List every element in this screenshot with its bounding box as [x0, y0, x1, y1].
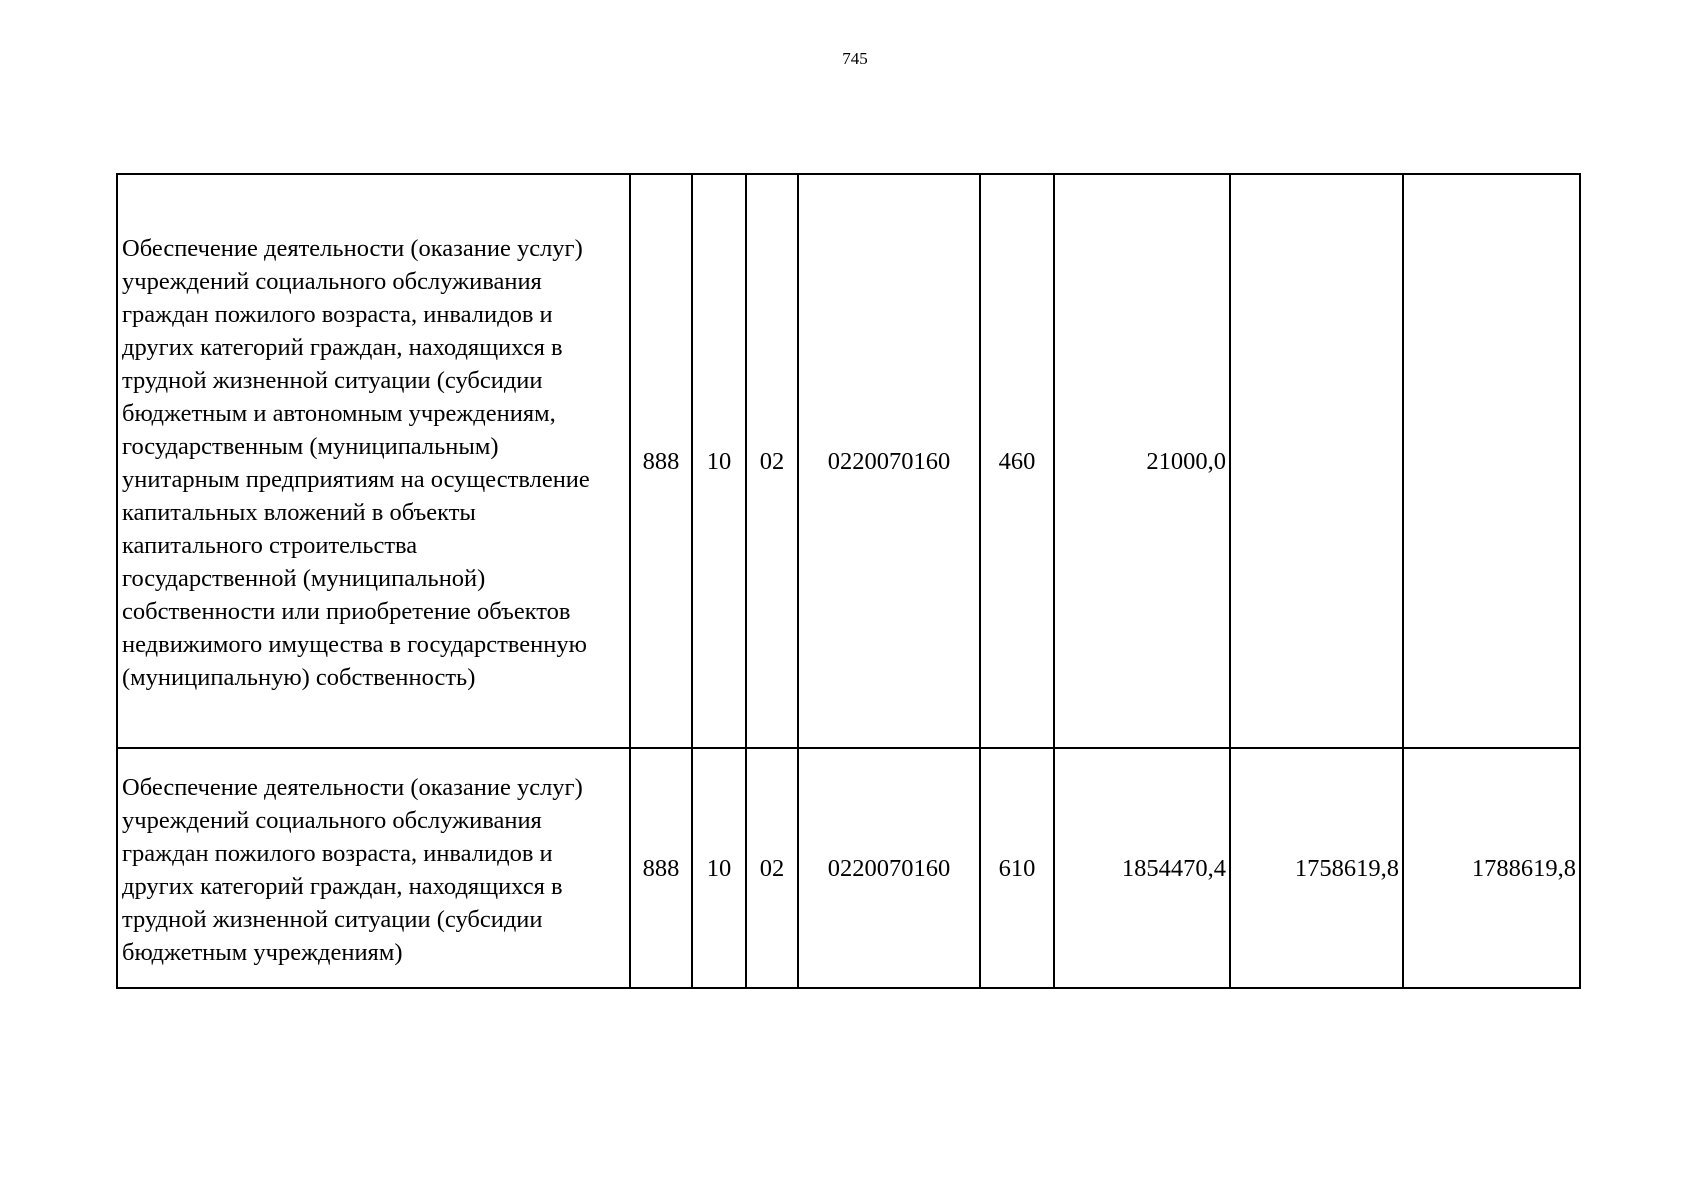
- subsection-code: 02: [746, 174, 798, 748]
- amount-year-2: 1758619,8: [1230, 748, 1403, 988]
- subsection-code: 02: [746, 748, 798, 988]
- ministry-code: 888: [630, 748, 692, 988]
- amount-year-1: 1854470,4: [1054, 748, 1230, 988]
- amount-year-1: 21000,0: [1054, 174, 1230, 748]
- target-article-code: 0220070160: [798, 748, 980, 988]
- table-row: [117, 748, 1580, 988]
- amount-year-3: [1403, 174, 1580, 748]
- expense-type-code: 610: [980, 748, 1054, 988]
- row-description: Обеспечение деятельности (оказание услуг) учреждений социального обслуживания граждан пожилого возраста, инвалидов и других категорий граждан, находящихся в трудной жизненной ситуации (субсидии бюджетным учреждениям): [117, 748, 630, 988]
- target-article-code: 0220070160: [798, 174, 980, 748]
- budget-table: [116, 173, 1581, 989]
- page-number: 745: [842, 49, 868, 68]
- amount-year-2: [1230, 174, 1403, 748]
- ministry-code: 888: [630, 174, 692, 748]
- table-row: [117, 174, 1580, 748]
- expense-type-code: 460: [980, 174, 1054, 748]
- section-code: 10: [692, 174, 746, 748]
- section-code: 10: [692, 748, 746, 988]
- row-description: Обеспечение деятельности (оказание услуг) учреждений социального обслуживания граждан пожилого возраста, инвалидов и других категорий граждан, находящихся в трудной жизненной ситуации (субсидии бюджетным и автономным учреждениям, государственным (муниципальным) унитарным предприятиям на осуществление капитальных вложений в объекты капитального строительства государственной (муниципальной) собственности или приобретение объектов недвижимого имущества в государственную (муниципальную) собственность): [117, 174, 630, 748]
- amount-year-3: 1788619,8: [1403, 748, 1580, 988]
